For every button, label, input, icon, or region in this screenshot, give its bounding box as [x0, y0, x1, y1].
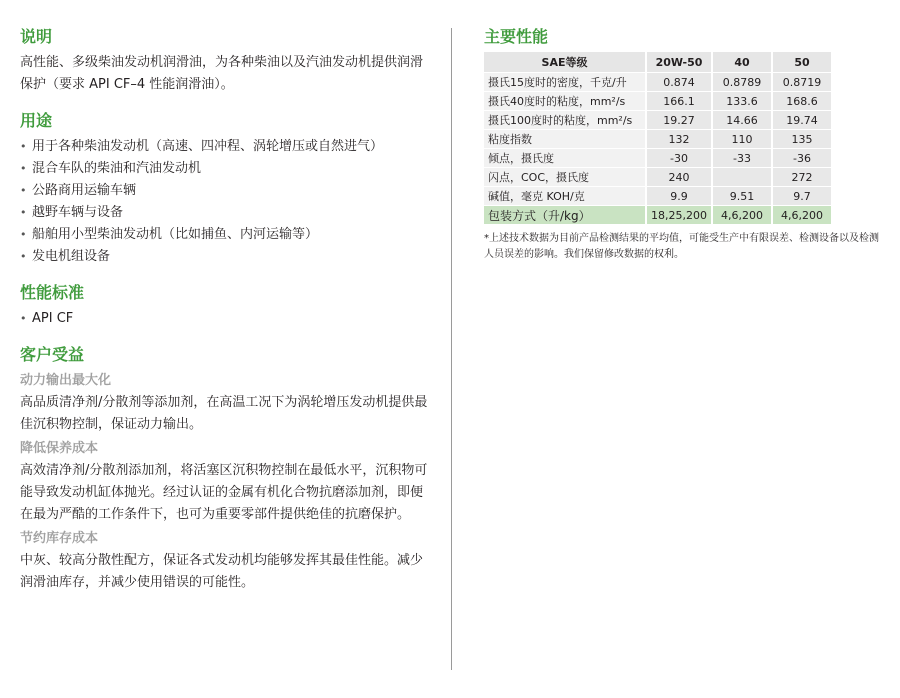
table-cell: 碱值，毫克 KOH/克: [484, 187, 645, 206]
applications-heading: 用途: [20, 111, 53, 130]
table-cell: 135: [773, 130, 831, 149]
left-column: [20, 24, 430, 594]
table-cell: 19.74: [773, 111, 831, 130]
applications-list: [20, 136, 430, 268]
list-item: • 发电机组设备: [20, 246, 430, 268]
table-cell: 0.8719: [773, 73, 831, 92]
benefit-text: 高效清净剂/分散剂添加剂，将活塞区沉积物控制在最低水平，沉积物可能导致发动机缸体抛光。经过认证的金属有机化合物抗磨添加剂，即便在最为严酷的工作条件下，也可为重要零部件提供绝佳的抗磨保护。: [20, 463, 428, 522]
table-cell: [713, 168, 771, 187]
list-item: • 混合车队的柴油和汽油发动机: [20, 158, 430, 180]
table-cell: 9.7: [773, 187, 831, 206]
table-cell: 闪点，COC，摄氏度: [484, 168, 645, 187]
table-cell: 14.66: [713, 111, 771, 130]
table-row: [484, 187, 831, 206]
table-row: [484, 73, 831, 92]
table-cell: 133.6: [713, 92, 771, 111]
benefit-title: 动力输出最大化: [20, 373, 112, 388]
table-cell: 110: [713, 130, 771, 149]
table-cell: 粘度指数: [484, 130, 645, 149]
table-cell: 4,6,200: [773, 206, 831, 225]
list-item: • API CF: [20, 308, 430, 330]
table-row: [484, 168, 831, 187]
table-header-cell: 40: [713, 52, 771, 73]
table-row: [484, 111, 831, 130]
performance-heading: 主要性能: [484, 27, 549, 46]
table-cell: 摄氏100度时的粘度，mm²/s: [484, 111, 645, 130]
table-header-row: [484, 52, 831, 73]
table-cell: 0.8789: [713, 73, 771, 92]
table-row: [484, 92, 831, 111]
table-cell: 272: [773, 168, 831, 187]
footnote: *上述技术数据为目前产品检测结果的平均值，可能受生产中有限误差、检测设备以及检测人员误差的影响。我们保留修改数据的权利。: [484, 233, 879, 260]
list-item: • 越野车辆与设备: [20, 202, 430, 224]
benefits-heading: 客户受益: [20, 345, 85, 364]
applications-section: [20, 108, 430, 268]
table-row: [484, 149, 831, 168]
column-divider: [451, 28, 452, 670]
right-column: [484, 24, 884, 273]
list-item: • 公路商用运输车辆: [20, 180, 430, 202]
package-row: [484, 206, 831, 225]
table-cell: 包装方式（升/kg）: [484, 206, 645, 225]
table-header-cell: SAE等级: [484, 52, 645, 73]
table-cell: 132: [647, 130, 711, 149]
table-row: [484, 130, 831, 149]
table-cell: 19.27: [647, 111, 711, 130]
list-item: • 船舶用小型柴油发动机（比如捕鱼、内河运输等）: [20, 224, 430, 246]
description-text: 高性能、多级柴油发动机润滑油，为各种柴油以及汽油发动机提供润滑保护（要求 API CF–4 性能润滑油）。: [20, 55, 424, 92]
table-cell: 9.9: [647, 187, 711, 206]
table-cell: 168.6: [773, 92, 831, 111]
description-section: [20, 24, 430, 96]
table-cell: -33: [713, 149, 771, 168]
description-heading: 说明: [20, 27, 53, 46]
benefit-text: 中灰、较高分散性配方，保证各式发动机均能够发挥其最佳性能。减少润滑油库存，并减少使用错误的可能性。: [20, 553, 424, 590]
table-cell: 0.874: [647, 73, 711, 92]
table-cell: 9.51: [713, 187, 771, 206]
benefits-section: [20, 342, 430, 594]
standards-section: [20, 280, 430, 330]
table-cell: -36: [773, 149, 831, 168]
table-cell: 240: [647, 168, 711, 187]
table-header-cell: 50: [773, 52, 831, 73]
table-cell: 摄氏15度时的密度，千克/升: [484, 73, 645, 92]
benefit-title: 降低保养成本: [20, 441, 99, 456]
benefit-title: 节约库存成本: [20, 531, 99, 546]
table-cell: -30: [647, 149, 711, 168]
list-item: • 用于各种柴油发动机（高速、四冲程、涡轮增压或自然进气）: [20, 136, 430, 158]
table-cell: 倾点，摄氏度: [484, 149, 645, 168]
table-cell: 166.1: [647, 92, 711, 111]
standards-list: [20, 308, 430, 330]
benefit-text: 高品质清净剂/分散剂等添加剂，在高温工况下为涡轮增压发动机提供最佳沉积物控制，保证动力输出。: [20, 395, 428, 432]
table-header-cell: 20W-50: [647, 52, 711, 73]
table-cell: 4,6,200: [713, 206, 771, 225]
table-cell: 18,25,200: [647, 206, 711, 225]
table-cell: 摄氏40度时的粘度，mm²/s: [484, 92, 645, 111]
standards-heading: 性能标准: [20, 283, 85, 302]
performance-table: [482, 52, 833, 225]
